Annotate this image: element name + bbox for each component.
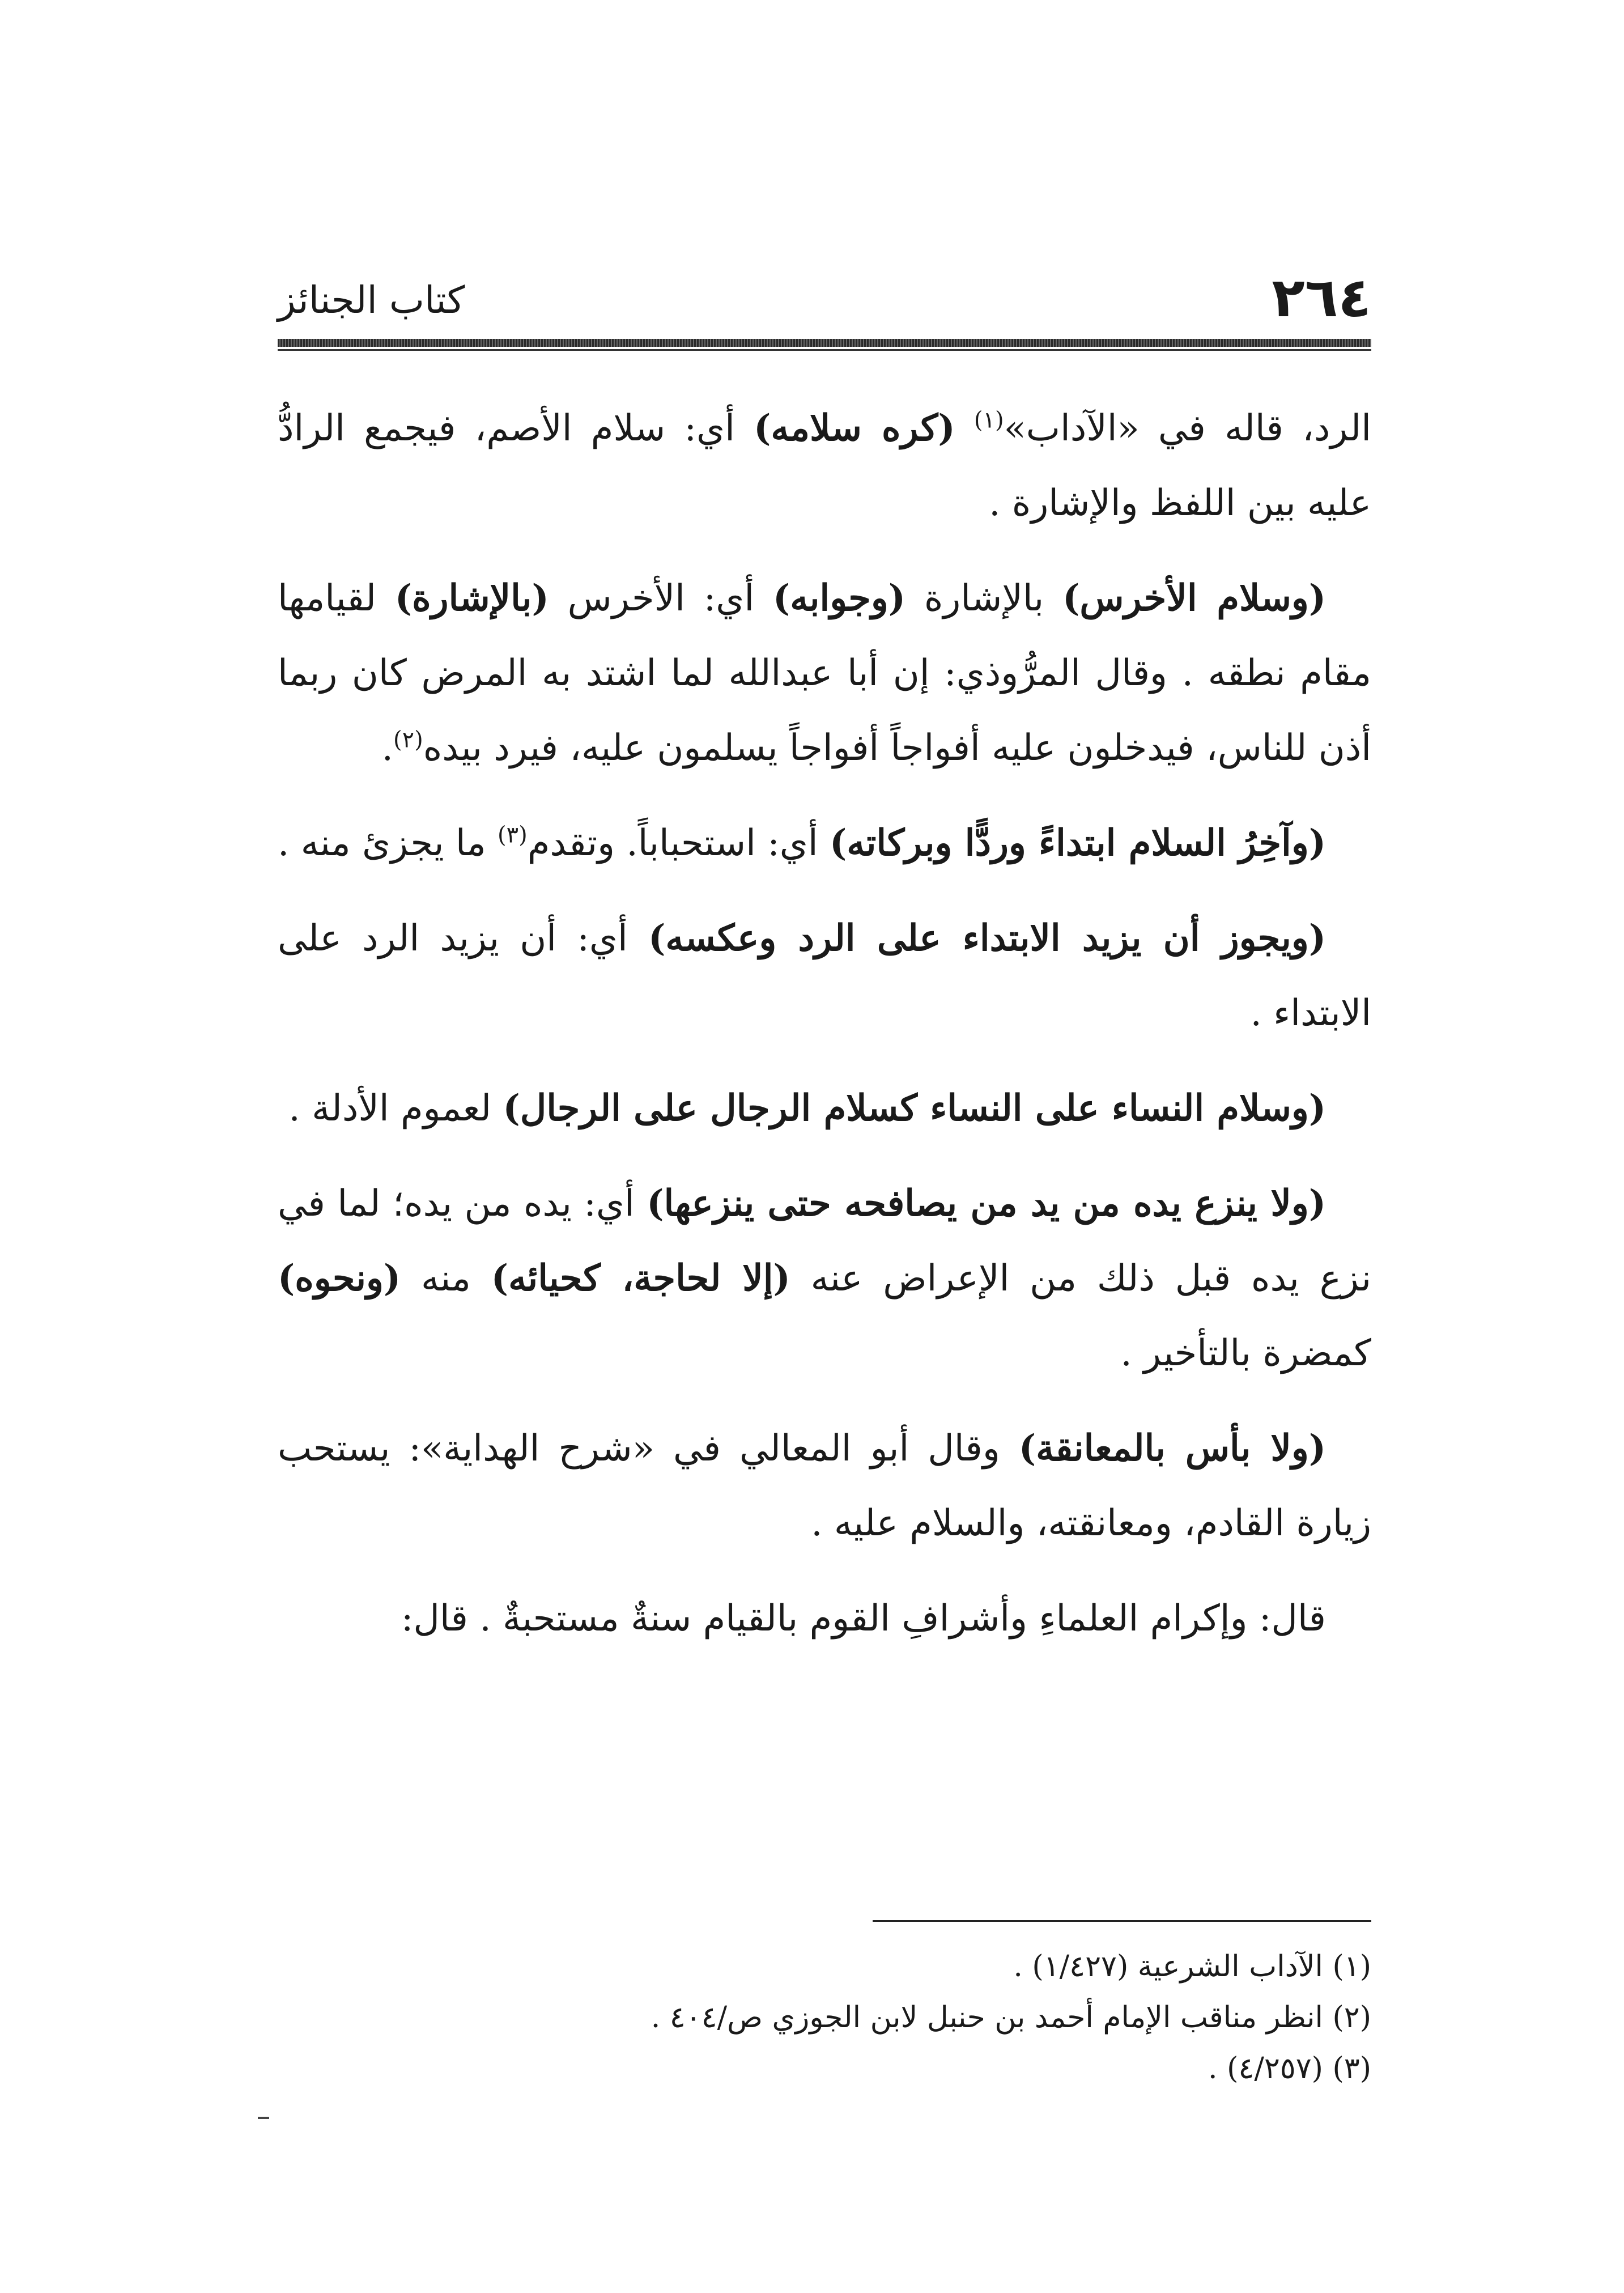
text-run: لقيامها مقام نطقه . وقال المرُّوذي: إن أبا عبدالله لما اشتد به المرض كان ربما أذن للناس، فيدخلون عليه أفواجاً أفواجاً يسلمون عليه، فيرد بيده: [278, 578, 1372, 769]
footnote: (٢) انظر مناقب الإمام أحمد بن حنبل لابن الجوزي ص/٤٠٤ .: [651, 2001, 1371, 2035]
paragraph: [278, 1581, 1371, 1656]
text-run: لعموم الأدلة .: [288, 1088, 503, 1129]
footnotes: [278, 1941, 1371, 2094]
page-number: ٢٦٤: [1272, 266, 1371, 329]
footnote: (١) الآداب الشرعية (١/٤٢٧) .: [1013, 1950, 1371, 1984]
bold-run: (وسلام الأخرس): [1062, 577, 1327, 619]
text-run: كمضرة بالتأخير .: [1120, 1332, 1371, 1374]
footnote-rule: [873, 1920, 1371, 1922]
scan-mark: [258, 2117, 269, 2119]
footnote-ref: (١): [973, 407, 1004, 434]
footnote-ref: (٣): [497, 822, 528, 848]
bold-run: (وسلام النساء على النساء كسلام الرجال على الرجال): [503, 1087, 1326, 1129]
paragraph: [278, 561, 1371, 785]
bold-run: (كره سلامه): [754, 407, 955, 449]
paragraph: [278, 901, 1371, 1051]
bold-run: (ولا ينزع يده من يد من يصافحه حتى ينزعها): [647, 1182, 1327, 1225]
page-header: [278, 261, 1371, 334]
body-text: [278, 391, 1371, 1676]
paragraph: [278, 1411, 1371, 1561]
paragraph: [278, 391, 1371, 541]
header-rule-thin: [278, 349, 1371, 351]
bold-run: (بالإشارة): [394, 577, 549, 619]
bold-run: (ويجوز أن يزيد الابتداء على الرد وعكسه): [648, 917, 1327, 959]
bold-run: (ولا بأس بالمعانقة): [1018, 1427, 1327, 1470]
header-rule: [278, 339, 1371, 347]
text-run: .: [381, 727, 393, 769]
bold-run: (وآخِرُ السلام ابتداءً وردًّا وبركاته): [829, 822, 1326, 864]
bold-run: (ونحوه): [278, 1257, 401, 1300]
bold-run: (وجوابه): [773, 577, 905, 619]
text-run: الرد، قاله في «الآداب»: [1004, 407, 1372, 449]
bold-run: (إلا لحاجة، كحيائه): [491, 1257, 790, 1300]
text-run: [955, 407, 974, 449]
paragraph: [278, 1071, 1371, 1146]
text-run: أي: يده من يده؛ لما في نزع يده قبل ذلك من الإعراض عنه: [278, 1183, 1372, 1300]
text-run: أي: الأخرس: [549, 578, 773, 619]
text-run: ما يجزئ منه .: [278, 822, 498, 864]
text-run: قال: وإكرام العلماءِ وأشرافِ القوم بالقيام سنةٌ مستحبةٌ . قال:: [401, 1598, 1326, 1640]
text-run: بالإشارة: [905, 578, 1063, 619]
running-title: كتاب الجنائز: [278, 278, 465, 322]
footnote-ref: (٢): [393, 727, 423, 753]
text-run: أي: أن يزيد الرد على الابتداء .: [278, 918, 1371, 1034]
text-run: أي: استحباباً. وتقدم: [527, 822, 830, 864]
text-run: منه: [401, 1258, 491, 1300]
text-run: أي: سلام الأصم، فيجمع الرادُّ عليه بين اللفظ والإشارة .: [278, 407, 1371, 524]
text-run: وقال أبو المعالي في «شرح الهداية»: يستحب زيارة القادم، ومعانقته، والسلام عليه .: [278, 1428, 1371, 1544]
paragraph: [278, 1166, 1371, 1391]
paragraph: [278, 806, 1371, 881]
footnote: (٣) (٤/٢٥٧) .: [1208, 2052, 1371, 2086]
